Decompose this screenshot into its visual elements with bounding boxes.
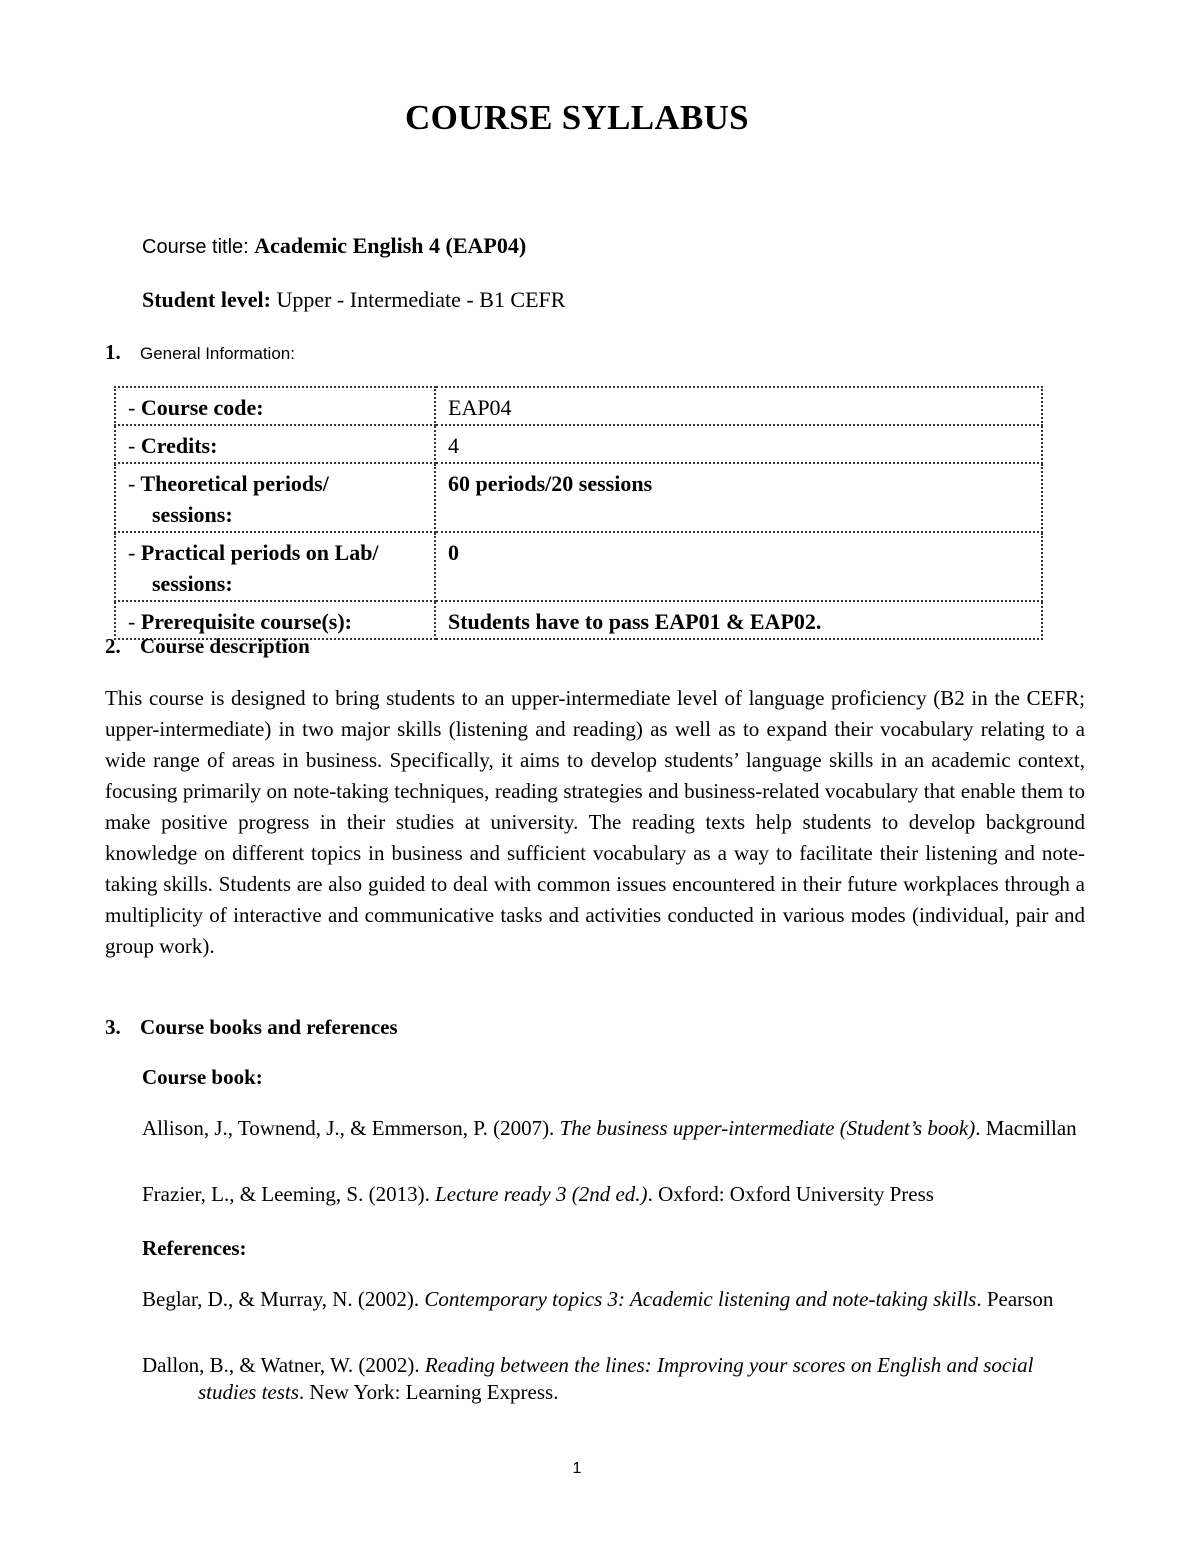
course-title-value: Academic English 4 (EAP04): [254, 233, 527, 258]
table-cell-label: - Credits:: [115, 425, 435, 463]
table-cell-label: - Practical periods on Lab/ sessions:: [115, 532, 435, 601]
table-row: [115, 532, 1042, 601]
course-title-line: [142, 233, 526, 259]
table-cell-value: EAP04: [435, 387, 1042, 425]
table-cell-value: 4: [435, 425, 1042, 463]
page-number: 1: [572, 1460, 582, 1477]
course-book-heading: Course book:: [142, 1065, 263, 1089]
student-level-label: Student level:: [142, 287, 271, 312]
course-title-label: Course title:: [142, 236, 249, 258]
table-cell-value: 60 periods/20 sessions: [435, 463, 1042, 532]
course-book-entry: Frazier, L., & Leeming, S. (2013). Lecture ready 3 (2nd ed.). Oxford: Oxford University Press: [142, 1182, 934, 1206]
table-cell-value: Students have to pass EAP01 & EAP02.: [435, 601, 1042, 639]
references-heading: References:: [142, 1236, 247, 1260]
section-number: 2.: [105, 634, 121, 658]
general-information-table: [114, 386, 1043, 640]
table-cell-label: - Theoretical periods/ sessions:: [115, 463, 435, 532]
section-number: 3.: [105, 1015, 121, 1039]
table-row: [115, 425, 1042, 463]
course-description-paragraph: This course is designed to bring students to an upper-intermediate level of language proficiency (B2 in the CEFR; upper-intermediate) in two major skills (listening and reading) as well as to expand their vocabulary relating to a wide range of areas in business. Specifically, it aims to develop students’ language skills in an academic context, focusing primarily on note-taking techniques, reading strategies and business-related vocabulary that enable them to make positive progress in their studies at university. The reading texts help students to develop background knowledge on different topics in business and sufficient vocabulary as a way to facilitate their listening and note-taking skills. Students are also guided to deal with common issues encountered in their future workplaces through a multiplicity of interactive and communicative tasks and activities conducted in various modes (individual, pair and group work).: [105, 686, 1085, 958]
reference-entry: Beglar, D., & Murray, N. (2002). Contemporary topics 3: Academic listening and note-taking skills. Pearson: [142, 1287, 1054, 1311]
table-cell-label: - Prerequisite course(s):: [115, 601, 435, 639]
table-row: [115, 463, 1042, 532]
section-3-heading: [105, 1015, 398, 1040]
section-number: 1.: [105, 340, 121, 364]
section-2-heading: [105, 634, 310, 659]
section-1-heading: [105, 340, 295, 365]
student-level-line: [142, 287, 565, 313]
section-title: Course description: [140, 634, 310, 658]
section-title: General Information:: [140, 344, 295, 363]
course-book-entry: Allison, J., Townend, J., & Emmerson, P. (2007). The business upper-intermediate (Student’s book). Macmillan: [142, 1116, 1077, 1140]
table-cell-label: - Course code:: [115, 387, 435, 425]
section-title: Course books and references: [140, 1015, 398, 1039]
page-title: COURSE SYLLABUS: [405, 98, 749, 137]
reference-entry: Dallon, B., & Watner, W. (2002). Reading between the lines: Improving your scores on English and social studies tests. New York: Learning Express.: [142, 1353, 1034, 1404]
table-cell-value: 0: [435, 532, 1042, 601]
table-row: [115, 387, 1042, 425]
student-level-value: Upper - Intermediate - B1 CEFR: [276, 287, 566, 312]
